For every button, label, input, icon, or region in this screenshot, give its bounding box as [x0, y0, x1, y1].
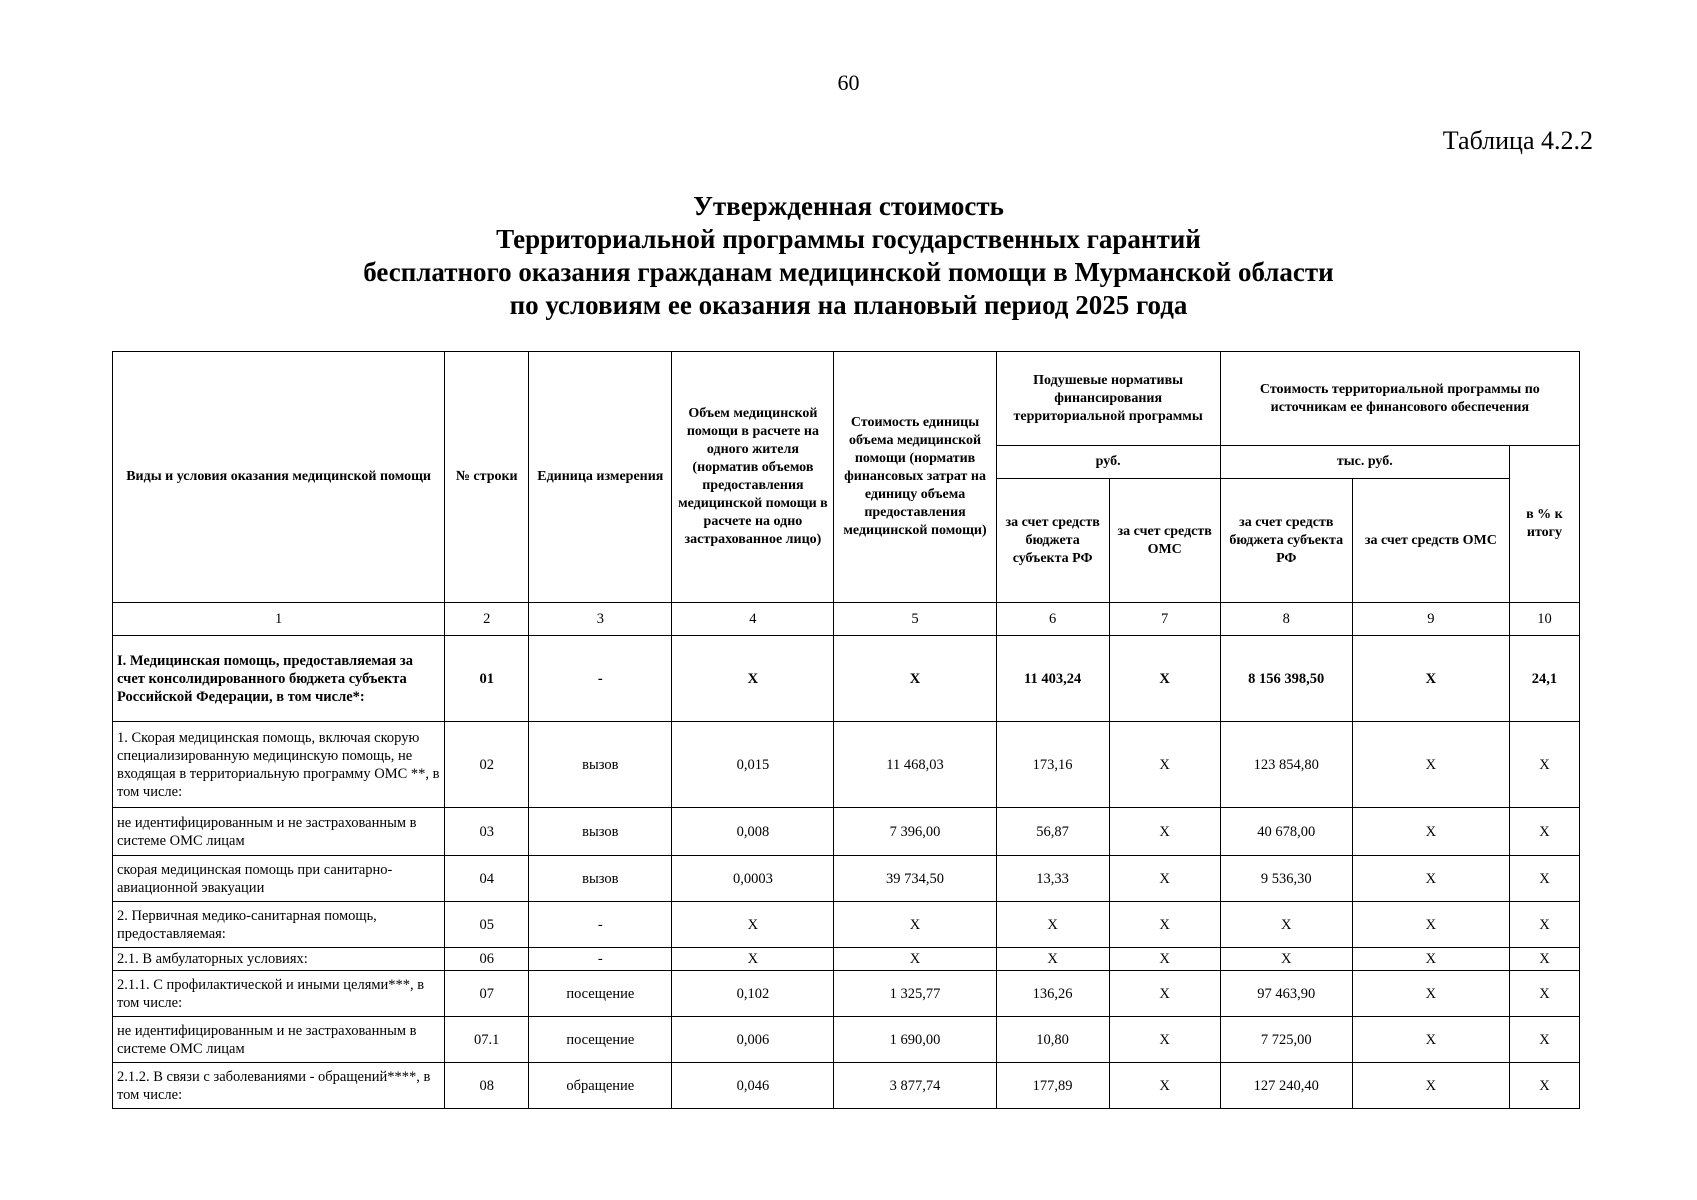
row-cell: 11 468,03 [834, 722, 996, 808]
table-row [113, 902, 1580, 948]
row-cell: X [1509, 1063, 1579, 1109]
table-row [113, 856, 1580, 902]
row-label: скорая медицинская помощь при санитарно-авиационной эвакуации [113, 856, 445, 902]
row-cell: X [672, 948, 834, 971]
row-cell: 08 [445, 1063, 529, 1109]
row-cell: вызов [529, 808, 672, 856]
table-row [113, 636, 1580, 722]
row-cell: X [1109, 971, 1220, 1017]
row-cell: посещение [529, 1017, 672, 1063]
row-cell: 04 [445, 856, 529, 902]
row-cell: X [1509, 722, 1579, 808]
row-label: I. Медицинская помощь, предоставляемая за счет консолидированного бюджета субъекта Российской Федерации, в том числе*: [113, 636, 445, 722]
table-row [113, 808, 1580, 856]
row-cell: X [1509, 808, 1579, 856]
header-per-capita-group: Подушевые нормативы финансирования территориальной программы [996, 352, 1220, 446]
row-cell: 0,006 [672, 1017, 834, 1063]
row-cell: 05 [445, 902, 529, 948]
row-label: 2.1.1. С профилактической и иными целями***, в том числе: [113, 971, 445, 1017]
row-cell: X [1509, 902, 1579, 948]
row-cell: 1 690,00 [834, 1017, 996, 1063]
row-cell: X [1109, 948, 1220, 971]
row-cell: X [1352, 636, 1509, 722]
row-cell: X [1109, 902, 1220, 948]
row-cell: 9 536,30 [1220, 856, 1352, 902]
row-cell: 11 403,24 [996, 636, 1109, 722]
row-cell: X [1352, 948, 1509, 971]
column-number: 6 [996, 603, 1109, 636]
row-cell: - [529, 902, 672, 948]
column-number: 5 [834, 603, 996, 636]
row-cell: X [1352, 808, 1509, 856]
row-cell: X [1509, 971, 1579, 1017]
row-cell: X [1352, 1063, 1509, 1109]
column-number: 1 [113, 603, 445, 636]
row-label: 2.1. В амбулаторных условиях: [113, 948, 445, 971]
row-cell: 40 678,00 [1220, 808, 1352, 856]
column-number: 8 [1220, 603, 1352, 636]
row-cell: X [672, 902, 834, 948]
title-line: Территориальной программы государственных гарантий [496, 224, 1201, 254]
header-kinds: Виды и условия оказания медицинской помощи [113, 352, 445, 603]
row-cell: - [529, 636, 672, 722]
row-cell: X [1109, 1017, 1220, 1063]
table-row [113, 1017, 1580, 1063]
row-cell: 1 325,77 [834, 971, 996, 1017]
header-volume: Объем медицинской помощи в расчете на одного жителя (норматив объемов предоставления медицинской помощи в расчете на одно застрахованное лицо) [672, 352, 834, 603]
row-cell: X [1109, 636, 1220, 722]
row-cell: X [1352, 856, 1509, 902]
title-line: бесплатного оказания гражданам медицинской помощи в Мурманской области [363, 257, 1334, 287]
row-cell: X [996, 902, 1109, 948]
row-cell: 56,87 [996, 808, 1109, 856]
row-cell: 136,26 [996, 971, 1109, 1017]
row-cell: - [529, 948, 672, 971]
row-cell: 03 [445, 808, 529, 856]
header-oms-rub: за счет средств ОМС [1109, 479, 1220, 603]
row-cell: 8 156 398,50 [1220, 636, 1352, 722]
row-cell: X [834, 636, 996, 722]
row-cell: 0,0003 [672, 856, 834, 902]
row-cell: X [996, 948, 1109, 971]
title-line: по условиям ее оказания на плановый период 2025 года [509, 290, 1188, 320]
table-row [113, 1063, 1580, 1109]
column-number: 10 [1509, 603, 1579, 636]
table-row [113, 722, 1580, 808]
row-cell: вызов [529, 856, 672, 902]
row-cell: 173,16 [996, 722, 1109, 808]
header-budget-thous: за счет средств бюджета субъекта РФ [1220, 479, 1352, 603]
row-cell: 0,102 [672, 971, 834, 1017]
row-label: 1. Скорая медицинская помощь, включая скорую специализированную медицинскую помощь, не входящая в территориальную программу ОМС **, в том числе: [113, 722, 445, 808]
title-line: Утвержденная стоимость [693, 191, 1004, 221]
row-cell: 3 877,74 [834, 1063, 996, 1109]
header-rub: руб. [996, 446, 1220, 479]
row-cell: X [1509, 948, 1579, 971]
row-cell: 0,046 [672, 1063, 834, 1109]
row-cell: 127 240,40 [1220, 1063, 1352, 1109]
column-number: 9 [1352, 603, 1509, 636]
row-cell: 0,008 [672, 808, 834, 856]
row-cell: X [1352, 722, 1509, 808]
row-cell: 01 [445, 636, 529, 722]
row-cell: 7 396,00 [834, 808, 996, 856]
row-cell: 39 734,50 [834, 856, 996, 902]
header-budget-rub: за счет средств бюджета субъекта РФ [996, 479, 1109, 603]
header-row-number: № строки [445, 352, 529, 603]
row-cell: X [1352, 902, 1509, 948]
row-cell: 07.1 [445, 1017, 529, 1063]
row-cell: X [1509, 856, 1579, 902]
table-row [113, 971, 1580, 1017]
row-cell: X [1220, 902, 1352, 948]
header-unit-cost: Стоимость единицы объема медицинской помощи (норматив финансовых затрат на единицу объема предоставления медицинской помощи) [834, 352, 996, 603]
row-cell: X [1109, 722, 1220, 808]
header-unit: Единица измерения [529, 352, 672, 603]
row-cell: 0,015 [672, 722, 834, 808]
row-cell: 7 725,00 [1220, 1017, 1352, 1063]
row-cell: обращение [529, 1063, 672, 1109]
cost-table [112, 351, 1580, 1109]
row-cell: 07 [445, 971, 529, 1017]
column-number: 3 [529, 603, 672, 636]
column-number: 4 [672, 603, 834, 636]
row-cell: 10,80 [996, 1017, 1109, 1063]
row-cell: X [1509, 1017, 1579, 1063]
row-cell: X [1352, 971, 1509, 1017]
row-cell: X [1220, 948, 1352, 971]
row-label: 2.1.2. В связи с заболеваниями - обращений****, в том числе: [113, 1063, 445, 1109]
row-cell: X [1109, 808, 1220, 856]
page-number: 60 [837, 70, 860, 95]
table-row [113, 948, 1580, 971]
row-cell: 123 854,80 [1220, 722, 1352, 808]
row-cell: 97 463,90 [1220, 971, 1352, 1017]
document-title [0, 190, 1697, 322]
row-cell: 24,1 [1509, 636, 1579, 722]
row-cell: вызов [529, 722, 672, 808]
row-cell: X [834, 948, 996, 971]
row-cell: 177,89 [996, 1063, 1109, 1109]
row-cell: 06 [445, 948, 529, 971]
row-cell: 02 [445, 722, 529, 808]
row-cell: X [1352, 1017, 1509, 1063]
header-thous-rub: тыс. руб. [1220, 446, 1509, 479]
header-program-cost-group: Стоимость территориальной программы по источникам ее финансового обеспечения [1220, 352, 1579, 446]
row-label: не идентифицированным и не застрахованным в системе ОМС лицам [113, 1017, 445, 1063]
row-label: 2. Первичная медико-санитарная помощь, предоставляемая: [113, 902, 445, 948]
row-label: не идентифицированным и не застрахованным в системе ОМС лицам [113, 808, 445, 856]
row-cell: 13,33 [996, 856, 1109, 902]
table-label: Таблица 4.2.2 [1442, 126, 1593, 155]
header-oms-thous: за счет средств ОМС [1352, 479, 1509, 603]
row-cell: X [672, 636, 834, 722]
row-cell: посещение [529, 971, 672, 1017]
row-cell: X [1109, 1063, 1220, 1109]
header-percent: в % к итогу [1509, 446, 1579, 603]
row-cell: X [1109, 856, 1220, 902]
column-number: 7 [1109, 603, 1220, 636]
column-number: 2 [445, 603, 529, 636]
row-cell: X [834, 902, 996, 948]
